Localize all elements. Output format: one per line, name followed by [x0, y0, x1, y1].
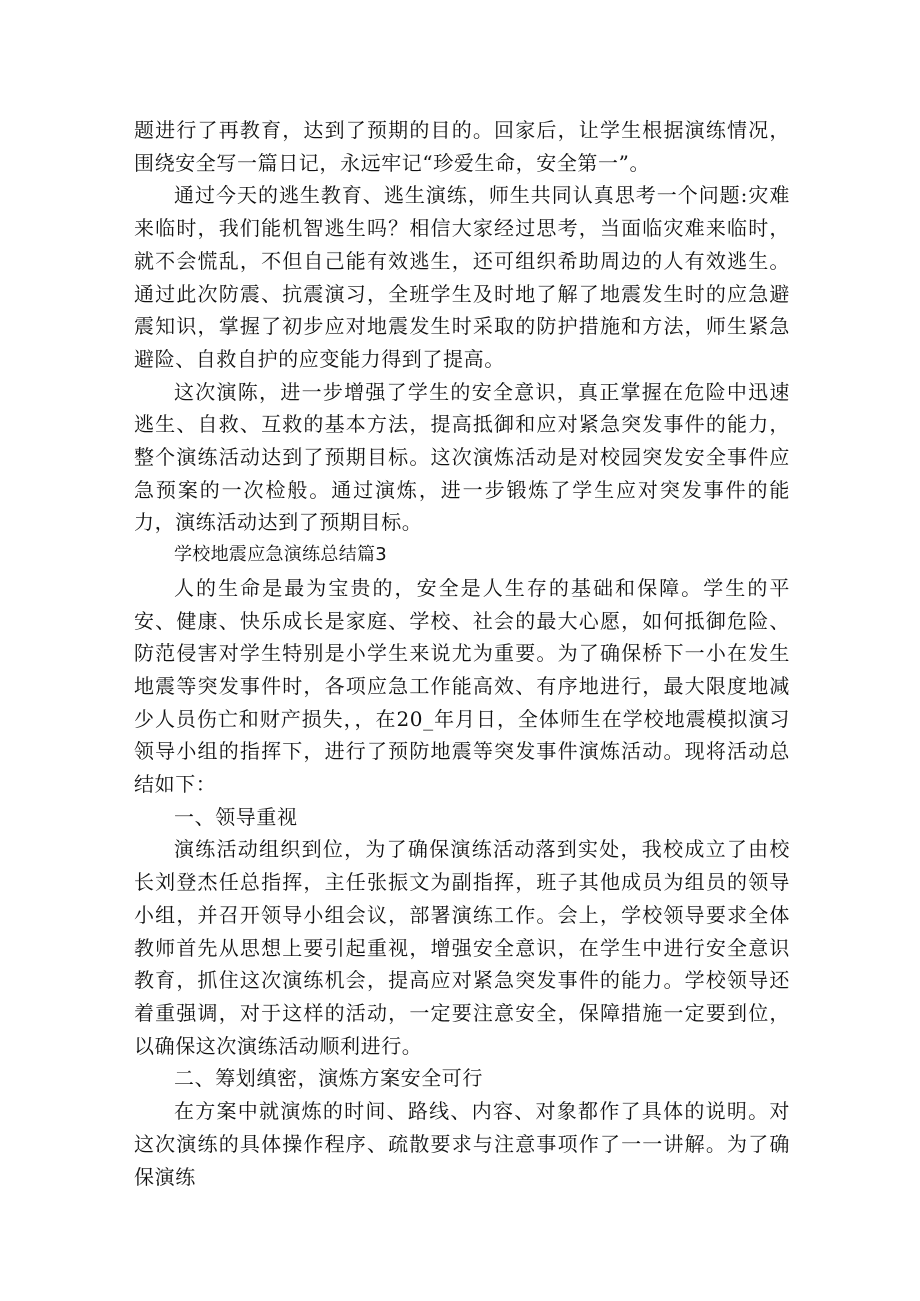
section-title: 学校地震应急演练总结篇3 — [174, 544, 388, 566]
section-heading: 一、领导重视 — [174, 804, 298, 829]
paragraph: 题进行了再教育，达到了预期的目的。回家后，让学生根据演练情况，围绕安全写一篇日记，永远牢记“珍爱生命，安全第一”。 — [134, 118, 790, 175]
paragraph: 通过今天的逃生教育、逃生演练，师生共同认真思考一个问题:灾难来临时，我们能机智逃生吗？相信大家经过思考，当面临灾难来临时，就不会慌乱，不但自己能有效逃生，还可组织希助周边的人有效逃生。通过此次防震、抗震演习，全班学生及时地了解了地震发生时的应急避震知识，掌握了初步应对地震发生时采取的防护措施和方法，师生紧急避险、自救自护的应变能力得到了提高。 — [134, 183, 790, 371]
document-page — [134, 114, 790, 1193]
paragraph: 人的生命是最为宝贵的，安全是人生存的基础和保障。学生的平安、健康、快乐成长是家庭、学校、社会的最大心愿，如何抵御危险、防范侵害对学生特别是小学生来说尤为重要。为了确保桥下一小在发生地震等突发事件时，各项应急工作能高效、有序地进行，最大限度地减少人员伤亡和财产损失，，在20_年月日，全体师生在学校地震模拟演习领导小组的指挥下，进行了预防地震等突发事件演炼活动。现将活动总结如下： — [134, 575, 790, 797]
paragraph: 在方案中就演炼的时间、路线、内容、对象都作了具体的说明。对这次演练的具体操作程序、疏散要求与注意事项作了一一讲解。为了确保演练 — [134, 1099, 790, 1189]
paragraph: 演练活动组织到位，为了确保演练活动落到实处，我校成立了由校长刘登杰任总指挥，主任张振文为副指挥，班子其他成员为组员的领导小组，并召开领导小组会议，部署演练工作。会上，学校领导要求全体教师首先从思想上要引起重视，增强安全意识，在学生中进行安全意识教育，抓住这次演练机会，提高应对紧急突发事件的能力。学校领导还着重强调，对于这样的活动，一定要注意安全，保障措施一定要到位，以确保这次演练活动顺利进行。 — [134, 837, 790, 1058]
paragraph: 这次演陈，进一步增强了学生的安全意识，真正掌握在危险中迅速逃生、自救、互救的基本方法，提高抵御和应对紧急突发事件的能力，整个演练活动达到了预期目标。这次演炼活动是对校园突发安全事件应急预案的一次检般。通过演炼，进一步锻炼了学生应对突发事件的能力，演练活动达到了预期目标。 — [134, 379, 790, 535]
section-heading: 二、筹划缜密，演炼方案安全可行 — [174, 1066, 483, 1091]
